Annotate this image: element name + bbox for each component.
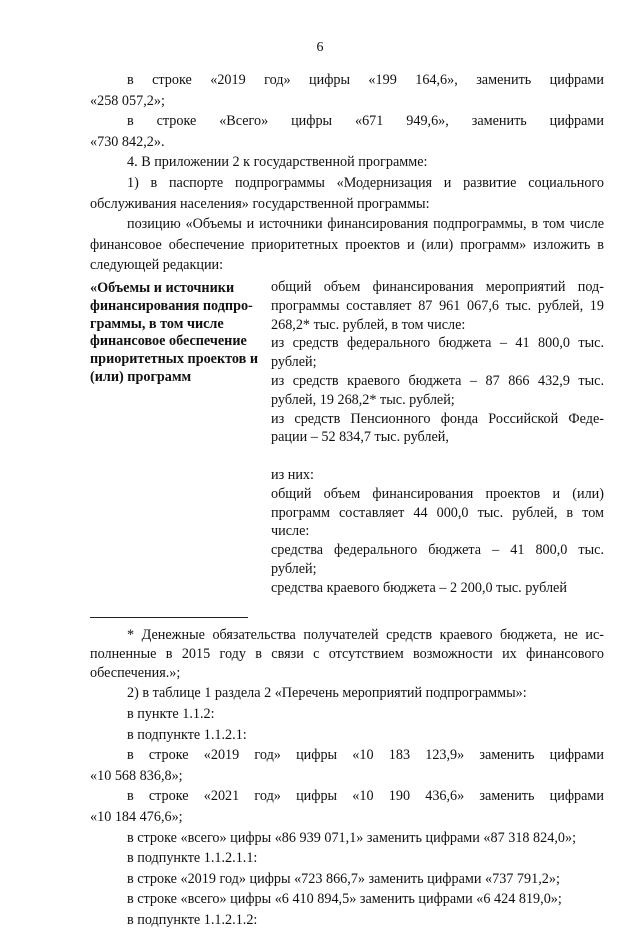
table-value-line: общий объем финансирования проектов и (или) программ составляет 44 000,0 тыс. рублей, в том числе: bbox=[271, 485, 604, 540]
paragraph: 4. В приложении 2 к государственной программе: bbox=[127, 154, 428, 171]
paragraph: в подпункте 1.1.2.1: bbox=[127, 726, 247, 743]
footnote-text: * Денежные обязательства получателей средств краевого бюджета, не ис-полненные в 2015 году в связи с отсутствием возможности их финансового обеспечения.»; bbox=[90, 627, 604, 682]
paragraph: в строке «2019 год» цифры «10 183 123,9» заменить цифрами bbox=[127, 747, 604, 764]
table-value-line: средства краевого бюджета – 2 200,0 тыс. рублей bbox=[271, 579, 567, 596]
footnote-divider bbox=[90, 617, 248, 618]
paragraph: «10 184 476,6»; bbox=[90, 809, 183, 826]
table-spacer bbox=[271, 447, 604, 466]
paragraph: в строке «всего» цифры «86 939 071,1» заменить цифрами «87 318 824,0»; bbox=[127, 829, 577, 846]
paragraph: в строке «Всего» цифры «671 949,6», заменить цифрами bbox=[127, 113, 604, 130]
table-value-line: из средств федерального бюджета – 41 800,0 тыс. рублей; bbox=[271, 335, 604, 371]
paragraph: 2) в таблице 1 раздела 2 «Перечень мероприятий подпрограммы»: bbox=[127, 685, 527, 702]
paragraph: позицию «Объемы и источники финансирования подпрограммы, в том числе финансовое обеспечение приоритетных проектов и (или) программ» изложить в следующей редакции: bbox=[90, 216, 604, 274]
paragraph: в строке «всего» цифры «6 410 894,5» заменить цифрами «6 424 819,0»; bbox=[127, 891, 562, 908]
table-value-cell bbox=[271, 278, 604, 598]
table-value-line: из них: bbox=[271, 466, 314, 483]
table-value-line: из средств краевого бюджета – 87 866 432,9 тыс. рублей, 19 268,2* тыс. рублей; bbox=[271, 372, 604, 408]
table-label-cell: «Объемы и источники финансирования подпро-граммы, в том числе финансовое обеспечение приоритетных проектов и (или) программ bbox=[90, 279, 259, 385]
financing-table bbox=[90, 278, 604, 598]
paragraph: в подпункте 1.1.2.1.1: bbox=[127, 850, 258, 867]
table-value-line: из средств Пенсионного фонда Российской Феде-рации – 52 834,7 тыс. рублей, bbox=[271, 410, 604, 446]
footnote bbox=[90, 626, 604, 683]
paragraph: «730 842,2». bbox=[90, 133, 165, 150]
paragraph: в пункте 1.1.2: bbox=[127, 706, 215, 723]
page-number: 6 bbox=[316, 40, 324, 55]
table-value-line: средства федерального бюджета – 41 800,0 тыс. рублей; bbox=[271, 542, 604, 577]
table-value-line: общий объем финансирования мероприятий под-программы составляет 87 961 067,6 тыс. рублей, 19 268,2* тыс. рублей, в том числе: bbox=[271, 278, 604, 333]
paragraph: в подпункте 1.1.2.1.2: bbox=[127, 912, 258, 929]
paragraph: в строке «2019 год» цифры «723 866,7» заменить цифрами «737 791,2»; bbox=[127, 870, 560, 887]
paragraph: в строке «2019 год» цифры «199 164,6», заменить цифрами bbox=[127, 72, 604, 88]
paragraph: «10 568 836,8»; bbox=[90, 767, 183, 784]
document-body bbox=[90, 70, 604, 931]
paragraph: 1) в паспорте подпрограммы «Модернизация и развитие социального обслуживания населения» государственной программы: bbox=[90, 174, 604, 212]
paragraph: в строке «2021 год» цифры «10 190 436,6» заменить цифрами bbox=[127, 788, 604, 805]
paragraph: «258 057,2»; bbox=[90, 92, 165, 109]
